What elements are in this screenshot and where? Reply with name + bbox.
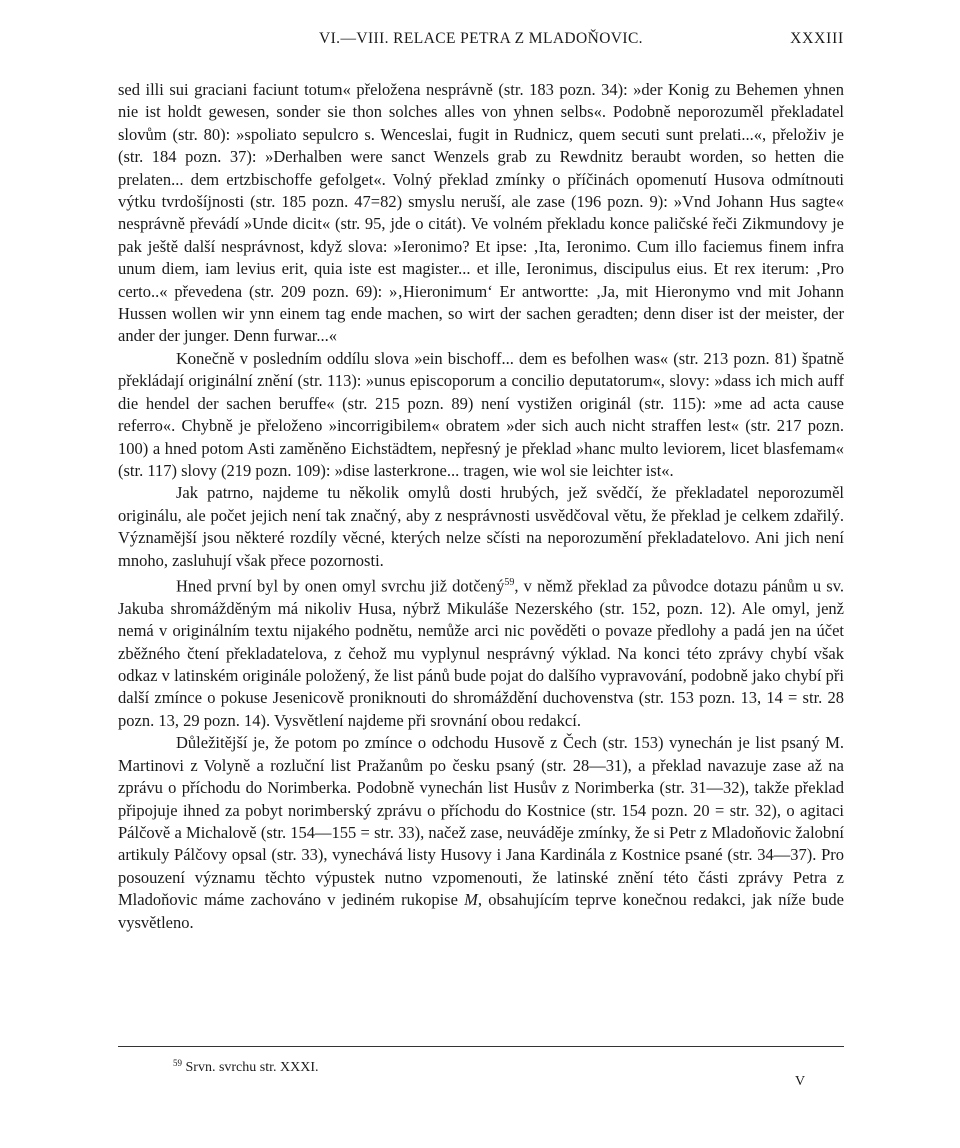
paragraph-5-text: Důležitější je, že potom po zmínce o odchodu Husově z Čech (str. 153) vynechán je list psaný M. Martinovi z Volyně a rozluční list Pražanům po česku psaný (str. 28—31), a překlad navazuje zase až na zprávu o příchodu do Norimberka. Podobně vynechán list Husův z Norimberka (str. 31—32), takže překlad připojuje ihned za pobyt norimberský zprávu o příchodu do Kostnice (str. 154 pozn. 20 = str. 32), o agitaci Pálčově a Michalově (str. 154—155 = str. 33), načež zase, neuváděje zmínky, že si Petr z Mladoňovic žalobní artikuly Pálčovy opsal (str. 33), vynechává listy Husovy i Jana Kardinála z Kostnice psané (str. 34—37). Pro posouzení významu těchto výpustek nutno vzpomenouti, že latinské znění této části zprávy Petra z Mladoňovic máme zachováno v jediném rukopise xyxy=(118,733,844,910)
paragraph-5-end: , obsahujícím teprve konečnou redakci, jak níže bude vysvětleno. xyxy=(118,890,844,932)
paragraph-3: Jak patrno, najdeme tu několik omylů dosti hrubých, jež svědčí, že překladatel neporozuměl originálu, ale počet jejich není tak značný, aby z nesprávnosti usvědčoval větu, že překlad je celkem zdařilý. Významější jsou některé rozdíly věcné, kterých nelze sčísti na neporozumění překladatelovo. Ani jich není mnoho, zasluhují však přece pozornosti. xyxy=(118,483,844,570)
footnote-number: 59 xyxy=(173,1058,182,1068)
signature-mark: V xyxy=(795,1074,806,1089)
footnote-rule xyxy=(118,1046,844,1047)
footnote-reference: 59 xyxy=(504,576,515,588)
running-head xyxy=(118,30,844,56)
paragraph-2: Konečně v posledním oddílu slova »ein bischoff... dem es befolhen was« (str. 213 pozn. 81) špatně překládají originální znění (str. 113): »unus episcoporum a concilio deputatorum«, slovy: »dass ich mich auff die hendel der sachen beruffe« (str. 215 pozn. 89) není vystižen originál (str. 115): »me ad acta cause referro«. Chybně je přeloženo »incorrigibilem« obratem »der sich auch nicht straffen lest« (str. 217 pozn. 100) a hned potom Asti zaměněno Eichstädtem, nepřesný je překlad »hanc multo leviorem, licet blasfemam« (str. 117) slovy (219 pozn. 109): »dise lasterkrone... tragen, wie wol sie leichter ist«. xyxy=(118,348,844,480)
paragraph-4-continuation: , v němž překlad za původce dotazu pánům u sv. Jakuba shromážděným má nikoliv Husa, nýbrž Mikuláše Nezerského (str. 152, pozn. 12). Ale omyl, jenž nemá v originálním textu nijakého podnětu, nemůže arci nic pověděti o povaze předlohy a padá jen na účet zběžného čtení překladatelova, z čehož mu vyplynul nesprávný výklad. Na konci této zprávy chybí však odkaz v latinském originále položený, že list pánů bude pojat do dalšího vypravování, podobně jako chybí při další zmínce o pokuse Jesenicově proniknouti do shromáždění duchovenstva (str. 153 pozn. 13, 14 = str. 28 pozn. 13, 29 pozn. 14). Vysvětlení najdeme při srovnání obou redakcí. xyxy=(118,576,844,730)
footnote xyxy=(173,1058,319,1076)
running-title: VI.—VIII. RELACE PETRA Z MLADOŇOVIC. xyxy=(319,30,643,47)
paragraph-4-text: Hned první byl by onen omyl svrchu již dotčený xyxy=(176,576,505,596)
paragraph-5 xyxy=(118,732,844,934)
page-number: XXXIII xyxy=(790,30,844,47)
body-text xyxy=(118,79,844,934)
manuscript-siglum: M xyxy=(464,890,478,910)
paragraph-4 xyxy=(118,572,844,732)
footnote-text: Srvn. svrchu str. XXXI. xyxy=(182,1060,319,1075)
paragraph-1: sed illi sui graciani faciunt totum« přeložena nesprávně (str. 183 pozn. 34): »der Konig zu Behemen yhnen nie ist holdt gewesen, sonder sie thon solches alles von yhnen selbs«. Podobně neporozuměl překladatel slovům (str. 80): »spoliato sepulcro s. Wenceslai, fugit in Rudnicz, quem secuti sunt prelati...«, přeloživ je (str. 184 pozn. 37): »Derhalben were sanct Wenzels grab zu Rewdnitz beraubt worden, so hetten die prelaten... dem ertzbischoffe gefolget«. Volný překlad zmínky o příčinách opomenutí Husova odmítnouti výtku tvrdošíjnosti (str. 185 pozn. 47=82) smyslu neruší, ale zase (196 pozn. 9): »Vnd Johann Hus sagte« nesprávně převádí »Unde dicit« (str. 95, jde o citát). Ve volném překladu konce paličské řeči Zikmundovy je pak ještě další nesprávnost, když slova: »Ieronimo? Et ipse: ‚Ita, Ieronimo. Cum illo faciemus finem infra unum diem, iam levius erit, quia iste est magister... et ille, Ieronimus, discipulus eius. Et rex iterum: ‚Pro certo..« převedena (str. 209 pozn. 69): »‚Hieronimum‘ Er antwortte: ‚Ja, mit Hieronymo vnd mit Johann Hussen wollen wir ynn einem tag ende machen, so wirt der sachen geradten; denn diser ist der meister, der ander der junger. Denn furwar...« xyxy=(118,80,844,346)
